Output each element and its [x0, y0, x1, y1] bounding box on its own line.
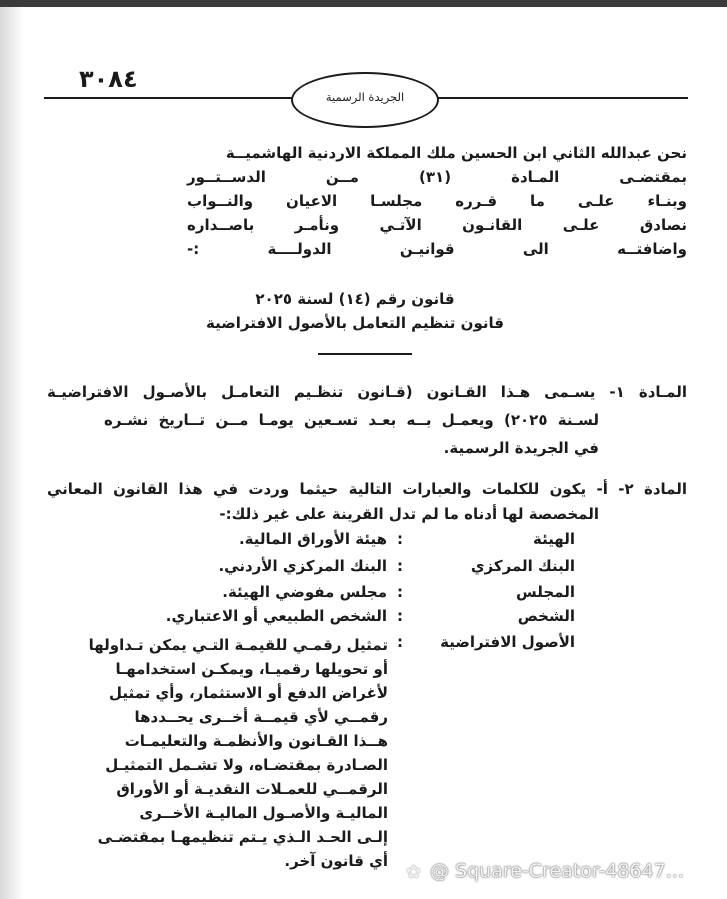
title-rule	[318, 353, 412, 355]
law-number: قانون رقم (١٤) لسنة ٢٠٢٥	[255, 290, 455, 308]
definition-term: البنك المركزي	[470, 557, 575, 575]
definition-colon: :	[397, 530, 403, 548]
virtual-assets-line: رقمــي لأي قيمــة أخــرى يحــددها	[134, 708, 388, 726]
definition-colon: :	[397, 633, 403, 651]
page-edge-shadow	[0, 7, 24, 899]
definition-text: البنك المركزي الأردني.	[218, 557, 387, 575]
definition-term: الشخص	[517, 607, 575, 625]
watermark: @ Square-Creator-48647...	[430, 860, 684, 882]
virtual-assets-line: أي قانون آخر.	[284, 852, 388, 870]
preamble-line: نصادق علـى القانـون الآتـي ونأمـر باصــداره	[187, 216, 687, 234]
virtual-assets-line: الصـادرة بمقتضـاه، ولا تشـمل التمثيـل	[105, 756, 388, 774]
preamble-line: واضافتــه الى قوانيـن الدولــــة :-	[187, 240, 687, 258]
page-number: ٣٠٨٤	[79, 65, 138, 93]
definition-text: مجلس مفوضي الهيئة.	[222, 583, 387, 601]
law-title: قانون تنظيم التعامل بالأصول الافتراضية	[206, 314, 504, 332]
virtual-assets-line: لأغراض الدفع أو الاستثمار، وأي تمثيل	[108, 684, 388, 702]
virtual-assets-line: أو تحويلها رقميـا، ويمكـن استخدامهـا	[115, 660, 388, 678]
watermark-logo-icon: ✿	[406, 862, 422, 883]
virtual-assets-line: إلـى الحـد الـذي يـتم تنظيمهـا بمقتضـى	[97, 828, 388, 846]
article-1-line: لسـنة ٢٠٢٥) ويعمـل بــه بعـد تسـعين يومـا مــن تــاريخ نشـره	[104, 411, 600, 429]
definition-colon: :	[397, 607, 403, 625]
definition-term: الأصول الافتراضية	[440, 633, 575, 651]
gazette-emblem	[291, 72, 439, 128]
virtual-assets-line: تمثيل رقمـي للقيمـة التـي يمكن تـداولها	[88, 636, 388, 654]
definition-term: المجلس	[516, 583, 575, 601]
article-2-line: المخصصة لها أدناه ما لم تدل القرينة على غير ذلك:-	[219, 505, 599, 523]
article-2-line: المادة ٢- أ- يكون للكلمات والعبارات التالية حيثما وردت في هذا القانون المعاني	[47, 480, 687, 498]
preamble-line: بمقتضـى المـادة (٣١) مــن الدســتــور	[187, 168, 687, 186]
definition-text: هيئة الأوراق المالية.	[238, 530, 387, 548]
gazette-label: الجريدة الرسمية	[325, 90, 405, 104]
virtual-assets-line: الماليـة والأصـول الماليـة الأخــرى	[139, 804, 388, 822]
preamble-line: نحن عبدالله الثاني ابن الحسين ملك المملكة الاردنية الهاشميــة	[225, 144, 687, 162]
virtual-assets-line: الرقمــي للعمـلات النقديـة أو الأوراق	[116, 780, 388, 798]
preamble-line: وبنـاء علـى ما قـرره مجلسـا الاعيان والنــواب	[187, 192, 687, 210]
definition-text: الشخص الطبيعي أو الاعتباري.	[165, 607, 387, 625]
top-border	[0, 0, 727, 7]
article-1-line: المـادة ١- يسـمى هـذا القـانون (قـانون تنظـيم التعامـل بالأصـول الافتراضيـة	[47, 383, 687, 401]
definition-term: الهيئة	[532, 530, 575, 548]
article-1-line: في الجريدة الرسمية.	[443, 439, 599, 457]
definition-colon: :	[397, 583, 403, 601]
virtual-assets-line: هــذا القـانون والأنظمـة والتعليمـات	[124, 732, 388, 750]
definition-colon: :	[397, 557, 403, 575]
